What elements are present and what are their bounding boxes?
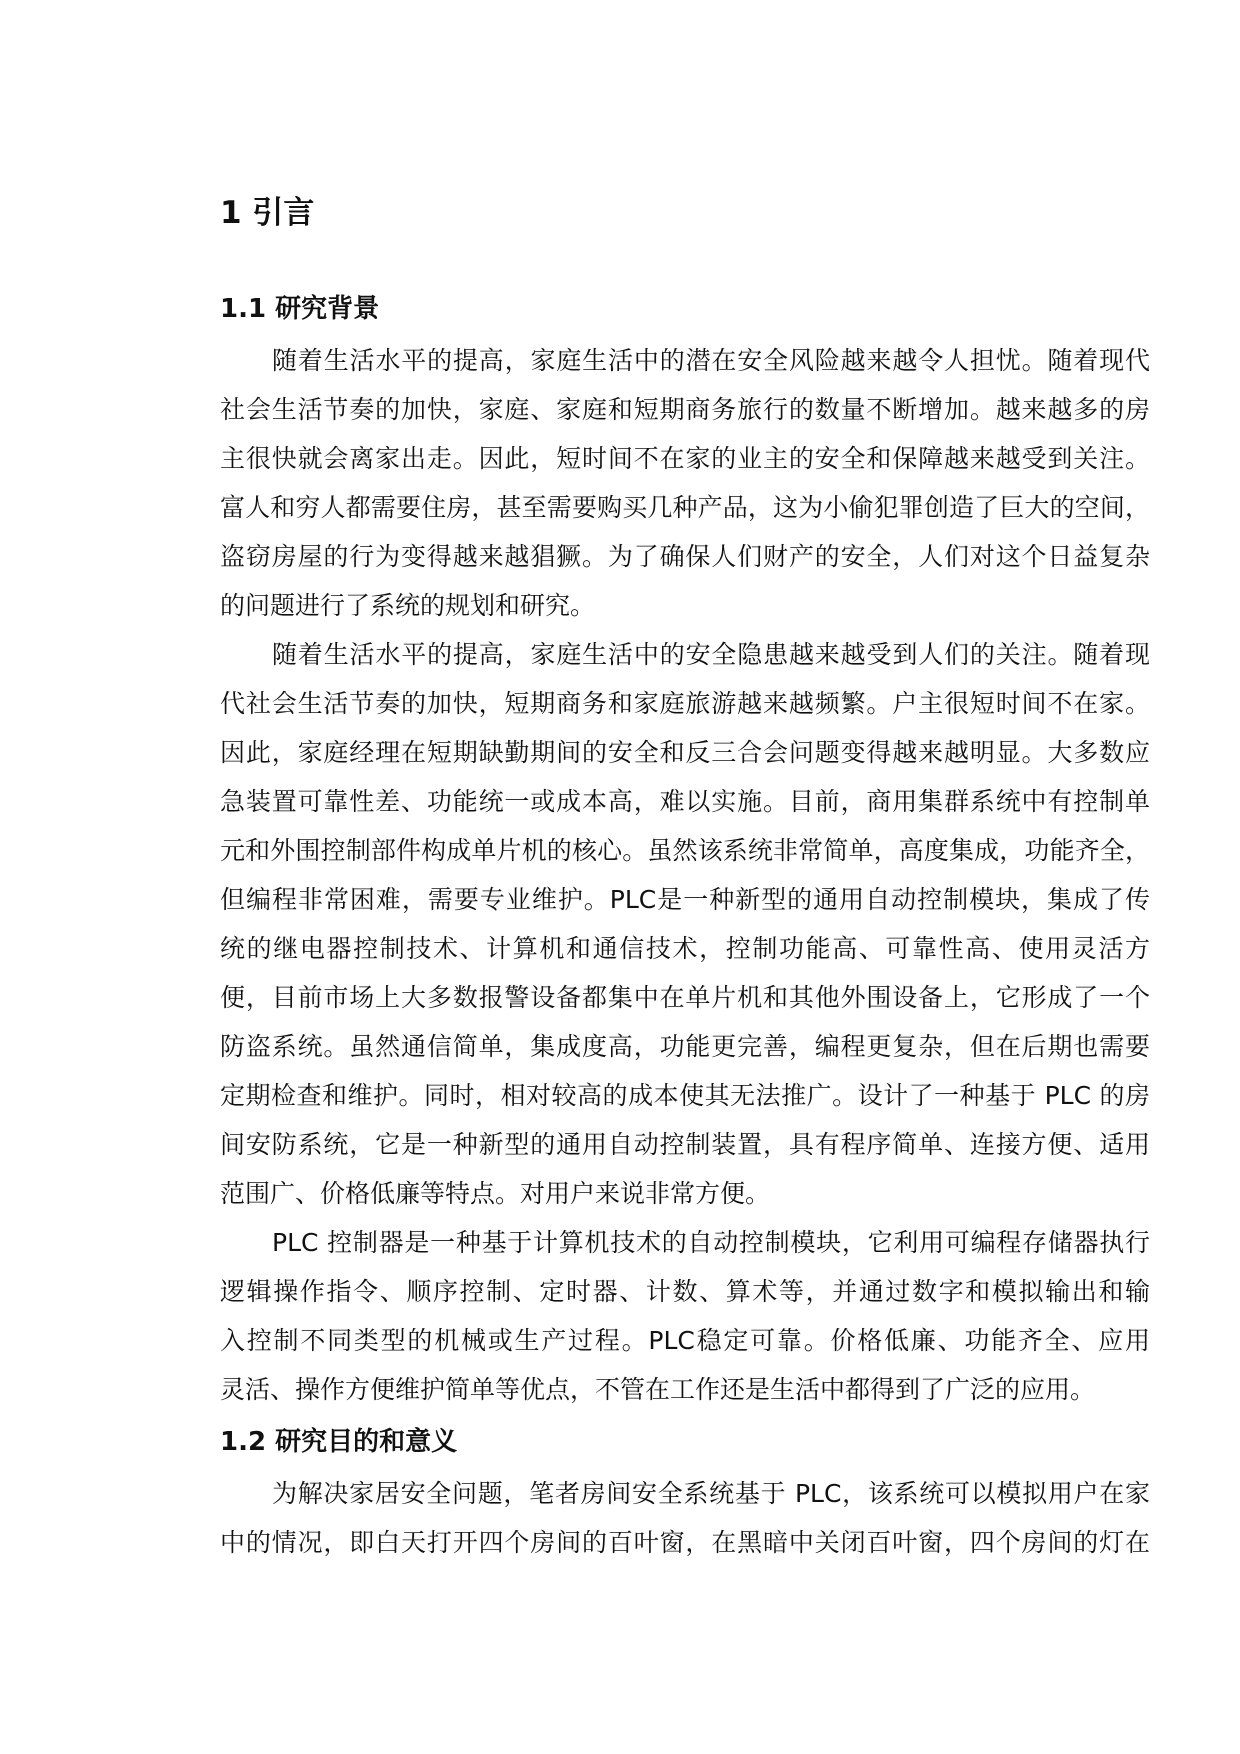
chapter-title: 1 引言 bbox=[220, 195, 315, 231]
text-line: 统的继电器控制技术、计算机和通信技术，控制功能高、可靠性高、使用灵活方 bbox=[220, 934, 1150, 963]
text-line: 为解决家居安全问题，笔者房间安全系统基于 PLC，该系统可以模拟用户在家 bbox=[272, 1479, 1150, 1508]
text-line: 灵活、操作方便维护简单等优点，不管在工作还是生活中都得到了广泛的应用。 bbox=[220, 1375, 1096, 1404]
text-line: 逻辑操作指令、顺序控制、定时器、计数、算术等，并通过数字和模拟输出和输 bbox=[220, 1277, 1150, 1306]
text-line: 急装置可靠性差、功能统一或成本高，难以实施。目前，商用集群系统中有控制单 bbox=[220, 787, 1150, 816]
text-line: 但编程非常困难，需要专业维护。PLC是一种新型的通用自动控制模块，集成了传 bbox=[220, 885, 1150, 914]
text-line: 主很快就会离家出走。因此，短时间不在家的业主的安全和保障越来越受到关注。 bbox=[220, 444, 1150, 473]
paragraph bbox=[220, 1469, 1150, 1567]
text-line: 富人和穷人都需要住房，甚至需要购买几种产品，这为小偷犯罪创造了巨大的空间， bbox=[220, 493, 1150, 522]
paragraph bbox=[220, 1218, 1150, 1414]
text-line: 范围广、价格低廉等特点。对用户来说非常方便。 bbox=[220, 1179, 771, 1208]
section-heading-1-2: 1.2 研究目的和意义 bbox=[220, 1427, 458, 1457]
paragraph bbox=[220, 336, 1150, 630]
text-line: 随着生活水平的提高，家庭生活中的潜在安全风险越来越令人担忧。随着现代 bbox=[272, 346, 1150, 375]
text-line: 盗窃房屋的行为变得越来越猖獗。为了确保人们财产的安全，人们对这个日益复杂 bbox=[220, 542, 1150, 571]
text-line: 元和外围控制部件构成单片机的核心。虽然该系统非常简单，高度集成，功能齐全， bbox=[220, 836, 1150, 865]
text-line: PLC 控制器是一种基于计算机技术的自动控制模块，它利用可编程存储器执行 bbox=[272, 1228, 1150, 1257]
text-line: 代社会生活节奏的加快，短期商务和家庭旅游越来越频繁。户主很短时间不在家。 bbox=[220, 689, 1150, 718]
text-line: 入控制不同类型的机械或生产过程。PLC稳定可靠。价格低廉、功能齐全、应用 bbox=[220, 1326, 1150, 1355]
text-line: 间安防系统，它是一种新型的通用自动控制装置，具有程序简单、连接方便、适用 bbox=[220, 1130, 1150, 1159]
text-line: 随着生活水平的提高，家庭生活中的安全隐患越来越受到人们的关注。随着现 bbox=[272, 640, 1150, 669]
text-line: 便，目前市场上大多数报警设备都集中在单片机和其他外围设备上，它形成了一个 bbox=[220, 983, 1150, 1012]
section-heading-1-1: 1.1 研究背景 bbox=[220, 294, 380, 324]
text-line: 的问题进行了系统的规划和研究。 bbox=[220, 591, 596, 620]
text-line: 因此，家庭经理在短期缺勤期间的安全和反三合会问题变得越来越明显。大多数应 bbox=[220, 738, 1150, 767]
text-line: 防盗系统。虽然通信简单，集成度高，功能更完善，编程更复杂，但在后期也需要 bbox=[220, 1032, 1150, 1061]
text-line: 社会生活节奏的加快，家庭、家庭和短期商务旅行的数量不断增加。越来越多的房 bbox=[220, 395, 1150, 424]
text-line: 定期检查和维护。同时，相对较高的成本使其无法推广。设计了一种基于 PLC 的房 bbox=[220, 1081, 1150, 1110]
paragraph bbox=[220, 630, 1150, 1218]
text-line: 中的情况，即白天打开四个房间的百叶窗，在黑暗中关闭百叶窗，四个房间的灯在 bbox=[220, 1528, 1150, 1557]
